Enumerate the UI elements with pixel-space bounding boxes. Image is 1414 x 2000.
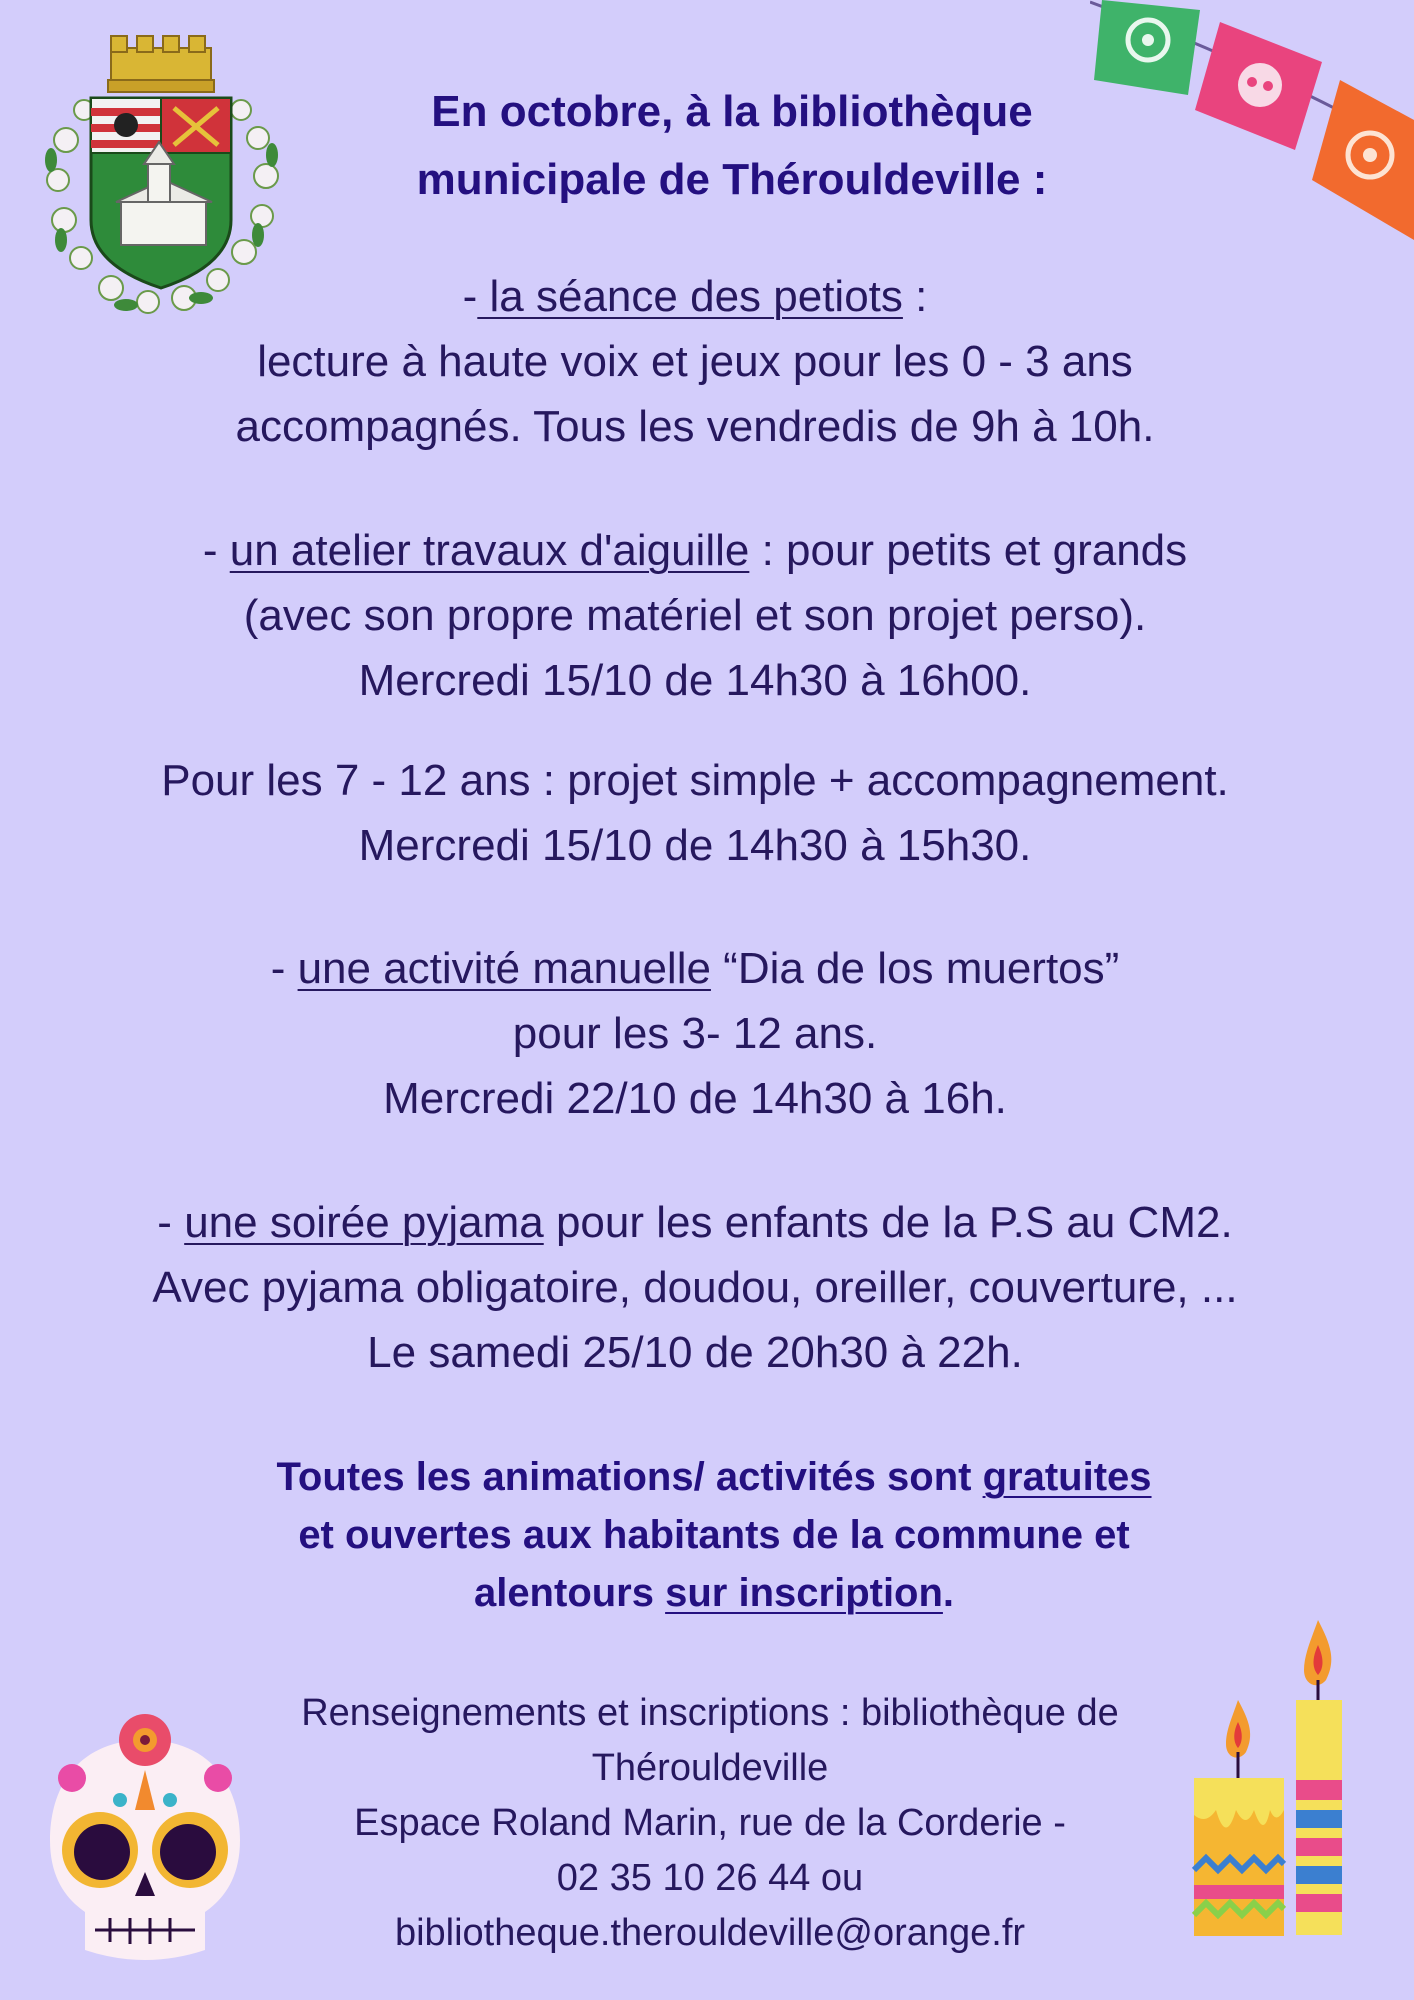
- event-petiots-suffix: :: [902, 272, 928, 321]
- event-petiots-line-1: [0, 264, 1390, 329]
- event-pyjama: [0, 1190, 1390, 1385]
- event-pyjama-line-1: [0, 1190, 1390, 1255]
- contact-line-2: Thérouldeville: [591, 1747, 829, 1789]
- bullet-dash: -: [157, 1198, 185, 1247]
- event-manuelle-name: une activité manuelle: [297, 944, 711, 993]
- event-pyjama-line-3: Le samedi 25/10 de 20h30 à 22h.: [367, 1328, 1023, 1377]
- event-aiguille: [0, 518, 1390, 713]
- title-line-1: En octobre, à la bibliothèque: [431, 87, 1033, 136]
- page-title: [0, 78, 1414, 214]
- event-petiots: [0, 264, 1390, 459]
- contact-phone[interactable]: 02 35 10 26 44 ou: [556, 1857, 864, 1899]
- event-pyjama-line-2: Avec pyjama obligatoire, doudou, oreiller, couverture, ...: [152, 1263, 1238, 1312]
- event-pyjama-name: une soirée pyjama: [184, 1198, 544, 1247]
- free-notice-text: Toutes les animations/ activités sont: [276, 1455, 983, 1499]
- event-petiots-line-2: lecture à haute voix et jeux pour les 0 - 3 ans: [257, 337, 1133, 386]
- event-manuelle-line-1: [0, 936, 1390, 1001]
- sugar-skull-icon: [40, 1700, 250, 1970]
- event-aiguille-enfants-line-1: Pour les 7 - 12 ans : projet simple + accompagnement.: [161, 756, 1229, 805]
- bullet-dash: -: [202, 526, 230, 575]
- event-manuelle: [0, 936, 1390, 1131]
- event-manuelle-line-3: Mercredi 22/10 de 14h30 à 16h.: [383, 1074, 1007, 1123]
- event-pyjama-suffix: pour les enfants de la P.S au CM2.: [543, 1198, 1233, 1247]
- event-aiguille-line-3: Mercredi 15/10 de 14h30 à 16h00.: [358, 656, 1032, 705]
- free-notice-line-2: et ouvertes aux habitants de la commune et: [298, 1513, 1130, 1557]
- event-aiguille-enfants-line-2: Mercredi 15/10 de 14h30 à 15h30.: [358, 821, 1032, 870]
- free-notice-inscription: sur inscription: [665, 1571, 943, 1615]
- free-notice-period: .: [942, 1571, 955, 1615]
- event-aiguille-line-2: (avec son propre matériel et son projet perso).: [243, 591, 1147, 640]
- event-petiots-name: la séance des petiots: [477, 272, 903, 321]
- free-notice-line-3: [160, 1564, 1268, 1622]
- free-notice-gratuites: gratuites: [982, 1455, 1152, 1499]
- free-notice: [160, 1448, 1268, 1622]
- event-aiguille-name: un atelier travaux d'aiguille: [229, 526, 750, 575]
- event-aiguille-enfants: [0, 748, 1390, 878]
- contact-info: [210, 1686, 1210, 1961]
- event-aiguille-suffix: : pour petits et grands: [749, 526, 1188, 575]
- event-petiots-line-3: accompagnés. Tous les vendredis de 9h à 10h.: [235, 402, 1155, 451]
- title-line-2: municipale de Thérouldeville :: [416, 155, 1048, 204]
- event-manuelle-line-2: pour les 3- 12 ans.: [512, 1009, 878, 1058]
- contact-email[interactable]: bibliotheque.therouldeville@orange.fr: [394, 1912, 1026, 1954]
- event-manuelle-suffix: “Dia de los muertos”: [710, 944, 1120, 993]
- bullet-dash: -: [462, 272, 478, 321]
- event-aiguille-line-1: [0, 518, 1390, 583]
- contact-address: Espace Roland Marin, rue de la Corderie -: [354, 1802, 1066, 1844]
- free-notice-line-1: [160, 1448, 1268, 1506]
- bullet-dash: -: [270, 944, 298, 993]
- free-notice-text: alentours: [473, 1571, 666, 1615]
- candles-icon: [1186, 1610, 1356, 1940]
- contact-line-1: Renseignements et inscriptions : bibliothèque de: [301, 1692, 1119, 1734]
